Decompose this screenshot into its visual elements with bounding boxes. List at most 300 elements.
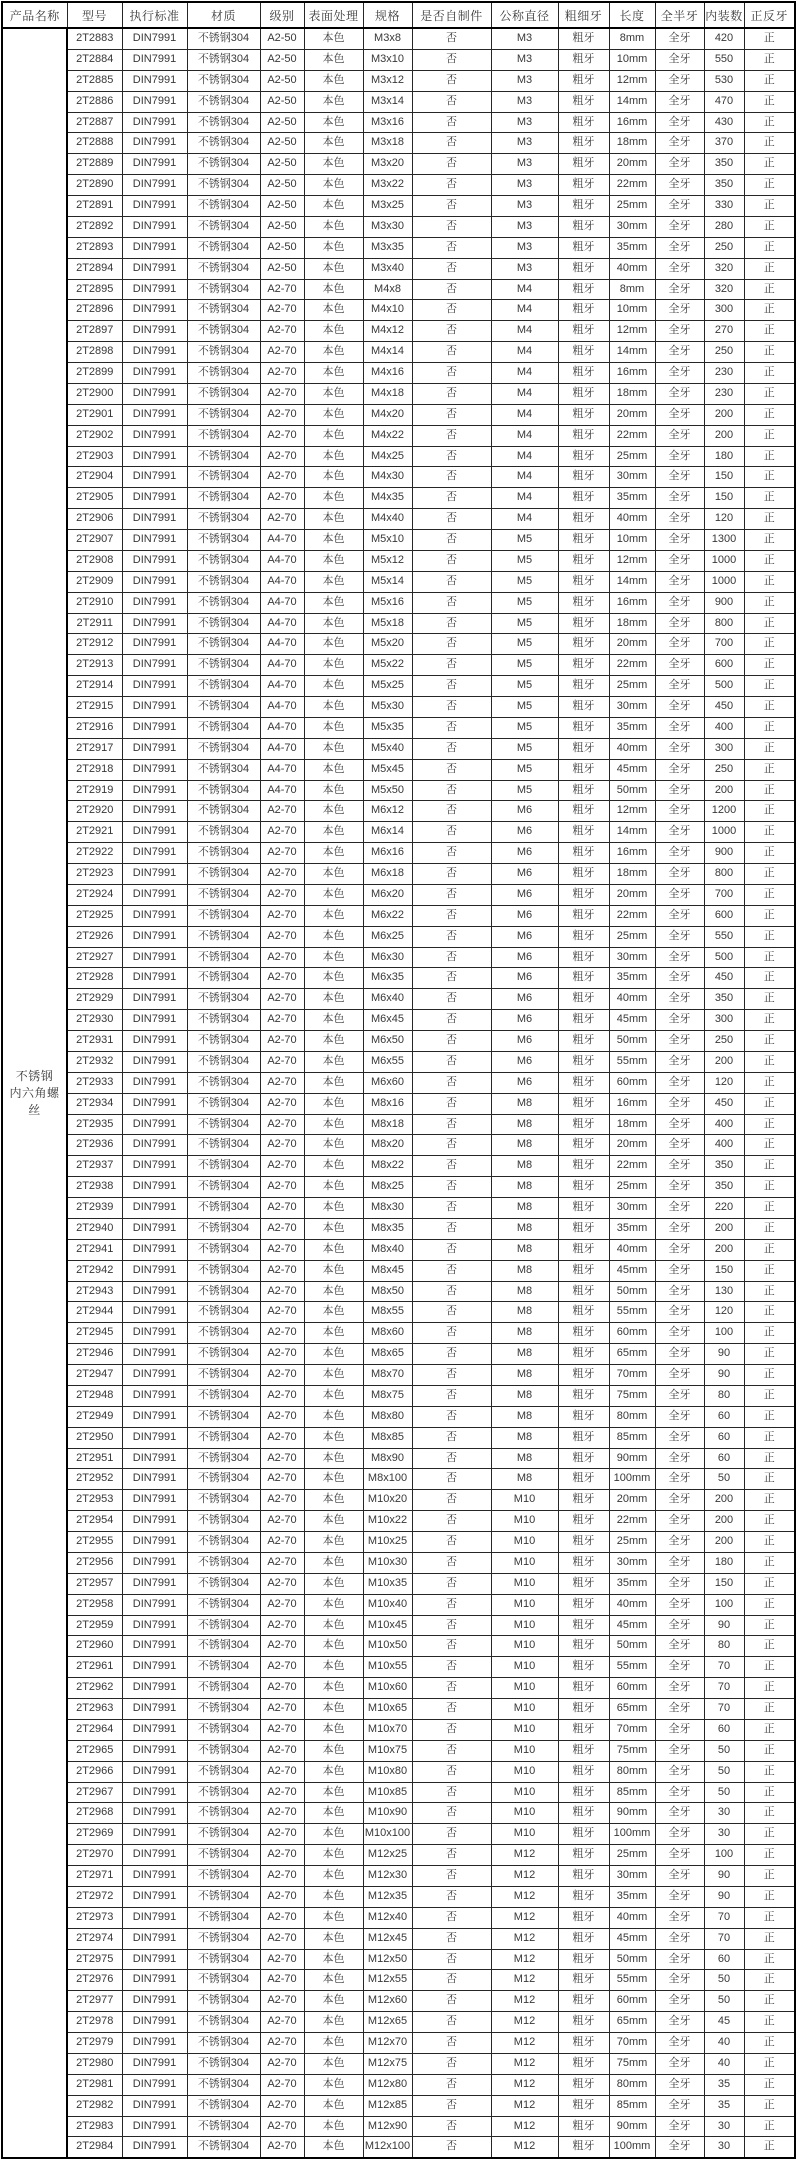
standard-cell: DIN7991 [122, 363, 187, 384]
table-row [2, 1072, 795, 1093]
nominal-diameter-cell: M3 [491, 49, 558, 70]
surface-cell: 本色 [304, 780, 363, 801]
thread-direction-cell: 正 [744, 1365, 795, 1386]
self-made-cell: 否 [412, 1991, 491, 2012]
column-header-3: 材质 [187, 2, 260, 28]
table-row [2, 968, 795, 989]
thread-form-cell: 全牙 [655, 2137, 704, 2158]
thread-pitch-cell: 粗牙 [558, 216, 609, 237]
length-cell: 16mm [609, 1093, 655, 1114]
table-row [2, 884, 795, 905]
pack-qty-cell: 320 [704, 279, 744, 300]
thread-direction-cell: 正 [744, 1719, 795, 1740]
length-cell: 85mm [609, 2095, 655, 2116]
grade-cell: A2-70 [260, 1323, 304, 1344]
pack-qty-cell: 220 [704, 1198, 744, 1219]
length-cell: 50mm [609, 1949, 655, 1970]
thread-pitch-cell: 粗牙 [558, 1573, 609, 1594]
standard-cell: DIN7991 [122, 1594, 187, 1615]
nominal-diameter-cell: M6 [491, 926, 558, 947]
thread-direction-cell: 正 [744, 237, 795, 258]
self-made-cell: 否 [412, 383, 491, 404]
surface-cell: 本色 [304, 1824, 363, 1845]
table-row [2, 175, 795, 196]
self-made-cell: 否 [412, 1740, 491, 1761]
nominal-diameter-cell: M6 [491, 947, 558, 968]
model-cell: 2T2937 [67, 1156, 122, 1177]
material-cell: 不锈钢304 [187, 28, 260, 49]
thread-form-cell: 全牙 [655, 1678, 704, 1699]
thread-pitch-cell: 粗牙 [558, 1010, 609, 1031]
standard-cell: DIN7991 [122, 634, 187, 655]
table-row [2, 2095, 795, 2116]
nominal-diameter-cell: M8 [491, 1448, 558, 1469]
thread-form-cell: 全牙 [655, 321, 704, 342]
material-cell: 不锈钢304 [187, 2012, 260, 2033]
pack-qty-cell: 420 [704, 28, 744, 49]
pack-qty-cell: 50 [704, 1740, 744, 1761]
thread-direction-cell: 正 [744, 1406, 795, 1427]
pack-qty-cell: 70 [704, 1907, 744, 1928]
pack-qty-cell: 70 [704, 1678, 744, 1699]
model-cell: 2T2918 [67, 759, 122, 780]
pack-qty-cell: 200 [704, 1051, 744, 1072]
spec-cell: M10x45 [363, 1615, 412, 1636]
nominal-diameter-cell: M5 [491, 571, 558, 592]
spec-cell: M10x85 [363, 1782, 412, 1803]
spec-cell: M4x25 [363, 446, 412, 467]
table-row [2, 717, 795, 738]
spec-cell: M3x25 [363, 196, 412, 217]
length-cell: 30mm [609, 1866, 655, 1887]
material-cell: 不锈钢304 [187, 801, 260, 822]
surface-cell: 本色 [304, 989, 363, 1010]
thread-direction-cell: 正 [744, 1323, 795, 1344]
table-row [2, 1051, 795, 1072]
self-made-cell: 否 [412, 216, 491, 237]
column-header-11: 全半牙 [655, 2, 704, 28]
spec-cell: M12x80 [363, 2074, 412, 2095]
thread-form-cell: 全牙 [655, 216, 704, 237]
surface-cell: 本色 [304, 571, 363, 592]
nominal-diameter-cell: M10 [491, 1761, 558, 1782]
thread-pitch-cell: 粗牙 [558, 1198, 609, 1219]
thread-form-cell: 全牙 [655, 133, 704, 154]
model-cell: 2T2961 [67, 1657, 122, 1678]
thread-direction-cell: 正 [744, 1824, 795, 1845]
standard-cell: DIN7991 [122, 1928, 187, 1949]
length-cell: 10mm [609, 300, 655, 321]
model-cell: 2T2973 [67, 1907, 122, 1928]
pack-qty-cell: 150 [704, 488, 744, 509]
thread-pitch-cell: 粗牙 [558, 300, 609, 321]
standard-cell: DIN7991 [122, 655, 187, 676]
standard-cell: DIN7991 [122, 801, 187, 822]
nominal-diameter-cell: M5 [491, 780, 558, 801]
material-cell: 不锈钢304 [187, 1657, 260, 1678]
surface-cell: 本色 [304, 1761, 363, 1782]
material-cell: 不锈钢304 [187, 1093, 260, 1114]
spec-cell: M8x70 [363, 1365, 412, 1386]
spec-cell: M6x22 [363, 905, 412, 926]
grade-cell: A2-70 [260, 1427, 304, 1448]
spec-cell: M10x25 [363, 1532, 412, 1553]
material-cell: 不锈钢304 [187, 2074, 260, 2095]
model-cell: 2T2900 [67, 383, 122, 404]
self-made-cell: 否 [412, 1198, 491, 1219]
standard-cell: DIN7991 [122, 49, 187, 70]
thread-form-cell: 全牙 [655, 488, 704, 509]
standard-cell: DIN7991 [122, 1782, 187, 1803]
pack-qty-cell: 120 [704, 1072, 744, 1093]
surface-cell: 本色 [304, 2116, 363, 2137]
length-cell: 65mm [609, 2012, 655, 2033]
length-cell: 90mm [609, 1803, 655, 1824]
grade-cell: A2-70 [260, 300, 304, 321]
nominal-diameter-cell: M4 [491, 363, 558, 384]
nominal-diameter-cell: M6 [491, 1031, 558, 1052]
standard-cell: DIN7991 [122, 1323, 187, 1344]
thread-direction-cell: 正 [744, 279, 795, 300]
thread-pitch-cell: 粗牙 [558, 1719, 609, 1740]
length-cell: 25mm [609, 1177, 655, 1198]
spec-cell: M10x75 [363, 1740, 412, 1761]
thread-direction-cell: 正 [744, 1928, 795, 1949]
standard-cell: DIN7991 [122, 196, 187, 217]
length-cell: 80mm [609, 1406, 655, 1427]
pack-qty-cell: 1000 [704, 550, 744, 571]
thread-form-cell: 全牙 [655, 801, 704, 822]
nominal-diameter-cell: M4 [491, 342, 558, 363]
spec-cell: M10x100 [363, 1824, 412, 1845]
self-made-cell: 否 [412, 1573, 491, 1594]
spec-cell: M3x18 [363, 133, 412, 154]
spec-cell: M10x40 [363, 1594, 412, 1615]
thread-direction-cell: 正 [744, 1281, 795, 1302]
nominal-diameter-cell: M8 [491, 1093, 558, 1114]
length-cell: 20mm [609, 1135, 655, 1156]
length-cell: 22mm [609, 655, 655, 676]
grade-cell: A2-70 [260, 1198, 304, 1219]
nominal-diameter-cell: M6 [491, 801, 558, 822]
length-cell: 75mm [609, 1740, 655, 1761]
material-cell: 不锈钢304 [187, 1740, 260, 1761]
thread-pitch-cell: 粗牙 [558, 1323, 609, 1344]
model-cell: 2T2915 [67, 697, 122, 718]
thread-direction-cell: 正 [744, 1552, 795, 1573]
pack-qty-cell: 450 [704, 697, 744, 718]
length-cell: 65mm [609, 1699, 655, 1720]
self-made-cell: 否 [412, 1072, 491, 1093]
length-cell: 35mm [609, 1218, 655, 1239]
table-row [2, 1385, 795, 1406]
standard-cell: DIN7991 [122, 1636, 187, 1657]
grade-cell: A4-70 [260, 676, 304, 697]
standard-cell: DIN7991 [122, 1511, 187, 1532]
material-cell: 不锈钢304 [187, 383, 260, 404]
surface-cell: 本色 [304, 1323, 363, 1344]
grade-cell: A2-50 [260, 70, 304, 91]
model-cell: 2T2891 [67, 196, 122, 217]
standard-cell: DIN7991 [122, 843, 187, 864]
thread-direction-cell: 正 [744, 2095, 795, 2116]
standard-cell: DIN7991 [122, 237, 187, 258]
spec-cell: M6x40 [363, 989, 412, 1010]
self-made-cell: 否 [412, 300, 491, 321]
nominal-diameter-cell: M4 [491, 404, 558, 425]
model-cell: 2T2905 [67, 488, 122, 509]
table-row [2, 91, 795, 112]
nominal-diameter-cell: M12 [491, 1928, 558, 1949]
pack-qty-cell: 50 [704, 1991, 744, 2012]
self-made-cell: 否 [412, 1657, 491, 1678]
thread-form-cell: 全牙 [655, 989, 704, 1010]
standard-cell: DIN7991 [122, 1156, 187, 1177]
model-cell: 2T2906 [67, 509, 122, 530]
material-cell: 不锈钢304 [187, 1615, 260, 1636]
thread-form-cell: 全牙 [655, 1072, 704, 1093]
surface-cell: 本色 [304, 1260, 363, 1281]
material-cell: 不锈钢304 [187, 1970, 260, 1991]
nominal-diameter-cell: M6 [491, 864, 558, 885]
pack-qty-cell: 900 [704, 843, 744, 864]
thread-pitch-cell: 粗牙 [558, 1365, 609, 1386]
table-row [2, 425, 795, 446]
thread-pitch-cell: 粗牙 [558, 237, 609, 258]
pack-qty-cell: 60 [704, 1949, 744, 1970]
nominal-diameter-cell: M6 [491, 968, 558, 989]
thread-form-cell: 全牙 [655, 509, 704, 530]
nominal-diameter-cell: M3 [491, 154, 558, 175]
column-header-9: 粗细牙 [558, 2, 609, 28]
thread-form-cell: 全牙 [655, 697, 704, 718]
standard-cell: DIN7991 [122, 1740, 187, 1761]
table-row [2, 258, 795, 279]
spec-cell: M12x55 [363, 1970, 412, 1991]
table-header-row [2, 2, 795, 28]
thread-pitch-cell: 粗牙 [558, 530, 609, 551]
model-cell: 2T2958 [67, 1594, 122, 1615]
thread-direction-cell: 正 [744, 1490, 795, 1511]
length-cell: 18mm [609, 1114, 655, 1135]
surface-cell: 本色 [304, 112, 363, 133]
thread-direction-cell: 正 [744, 1177, 795, 1198]
surface-cell: 本色 [304, 509, 363, 530]
pack-qty-cell: 350 [704, 175, 744, 196]
model-cell: 2T2941 [67, 1239, 122, 1260]
self-made-cell: 否 [412, 550, 491, 571]
thread-form-cell: 全牙 [655, 1239, 704, 1260]
pack-qty-cell: 430 [704, 112, 744, 133]
standard-cell: DIN7991 [122, 2033, 187, 2054]
thread-form-cell: 全牙 [655, 1114, 704, 1135]
self-made-cell: 否 [412, 1031, 491, 1052]
length-cell: 45mm [609, 1260, 655, 1281]
length-cell: 70mm [609, 1365, 655, 1386]
spec-cell: M8x90 [363, 1448, 412, 1469]
self-made-cell: 否 [412, 1051, 491, 1072]
pack-qty-cell: 60 [704, 1406, 744, 1427]
standard-cell: DIN7991 [122, 2053, 187, 2074]
standard-cell: DIN7991 [122, 1657, 187, 1678]
self-made-cell: 否 [412, 905, 491, 926]
model-cell: 2T2957 [67, 1573, 122, 1594]
model-cell: 2T2904 [67, 467, 122, 488]
thread-pitch-cell: 粗牙 [558, 1552, 609, 1573]
pack-qty-cell: 50 [704, 1469, 744, 1490]
self-made-cell: 否 [412, 1093, 491, 1114]
thread-form-cell: 全牙 [655, 49, 704, 70]
grade-cell: A2-70 [260, 1093, 304, 1114]
standard-cell: DIN7991 [122, 154, 187, 175]
thread-direction-cell: 正 [744, 1803, 795, 1824]
length-cell: 100mm [609, 1824, 655, 1845]
nominal-diameter-cell: M8 [491, 1302, 558, 1323]
material-cell: 不锈钢304 [187, 1218, 260, 1239]
nominal-diameter-cell: M12 [491, 2137, 558, 2158]
self-made-cell: 否 [412, 947, 491, 968]
pack-qty-cell: 70 [704, 1657, 744, 1678]
thread-direction-cell: 正 [744, 321, 795, 342]
spec-cell: M8x55 [363, 1302, 412, 1323]
grade-cell: A2-70 [260, 1719, 304, 1740]
nominal-diameter-cell: M3 [491, 70, 558, 91]
surface-cell: 本色 [304, 947, 363, 968]
spec-cell: M5x30 [363, 697, 412, 718]
length-cell: 30mm [609, 947, 655, 968]
spec-cell: M10x30 [363, 1552, 412, 1573]
thread-pitch-cell: 粗牙 [558, 697, 609, 718]
thread-pitch-cell: 粗牙 [558, 864, 609, 885]
thread-form-cell: 全牙 [655, 1573, 704, 1594]
standard-cell: DIN7991 [122, 1469, 187, 1490]
nominal-diameter-cell: M8 [491, 1135, 558, 1156]
length-cell: 18mm [609, 383, 655, 404]
material-cell: 不锈钢304 [187, 1198, 260, 1219]
thread-pitch-cell: 粗牙 [558, 488, 609, 509]
material-cell: 不锈钢304 [187, 112, 260, 133]
spec-cell: M4x12 [363, 321, 412, 342]
standard-cell: DIN7991 [122, 2095, 187, 2116]
self-made-cell: 否 [412, 1907, 491, 1928]
material-cell: 不锈钢304 [187, 1594, 260, 1615]
material-cell: 不锈钢304 [187, 1156, 260, 1177]
grade-cell: A4-70 [260, 571, 304, 592]
length-cell: 35mm [609, 488, 655, 509]
pack-qty-cell: 500 [704, 947, 744, 968]
material-cell: 不锈钢304 [187, 1803, 260, 1824]
table-row [2, 1636, 795, 1657]
thread-pitch-cell: 粗牙 [558, 2095, 609, 2116]
material-cell: 不锈钢304 [187, 1886, 260, 1907]
spec-cell: M12x30 [363, 1866, 412, 1887]
thread-pitch-cell: 粗牙 [558, 1657, 609, 1678]
thread-pitch-cell: 粗牙 [558, 1051, 609, 1072]
table-row [2, 321, 795, 342]
material-cell: 不锈钢304 [187, 1845, 260, 1866]
material-cell: 不锈钢304 [187, 1699, 260, 1720]
surface-cell: 本色 [304, 1740, 363, 1761]
self-made-cell: 否 [412, 1156, 491, 1177]
material-cell: 不锈钢304 [187, 1907, 260, 1928]
thread-form-cell: 全牙 [655, 1302, 704, 1323]
pack-qty-cell: 900 [704, 592, 744, 613]
self-made-cell: 否 [412, 1344, 491, 1365]
surface-cell: 本色 [304, 864, 363, 885]
thread-pitch-cell: 粗牙 [558, 1072, 609, 1093]
model-cell: 2T2969 [67, 1824, 122, 1845]
thread-form-cell: 全牙 [655, 1344, 704, 1365]
model-cell: 2T2956 [67, 1552, 122, 1573]
self-made-cell: 否 [412, 425, 491, 446]
material-cell: 不锈钢304 [187, 2033, 260, 2054]
self-made-cell: 否 [412, 1114, 491, 1135]
thread-direction-cell: 正 [744, 1991, 795, 2012]
pack-qty-cell: 200 [704, 1239, 744, 1260]
spec-cell: M12x25 [363, 1845, 412, 1866]
thread-direction-cell: 正 [744, 1573, 795, 1594]
self-made-cell: 否 [412, 258, 491, 279]
nominal-diameter-cell: M5 [491, 759, 558, 780]
length-cell: 30mm [609, 467, 655, 488]
thread-form-cell: 全牙 [655, 1490, 704, 1511]
spec-cell: M12x65 [363, 2012, 412, 2033]
material-cell: 不锈钢304 [187, 1365, 260, 1386]
spec-cell: M4x22 [363, 425, 412, 446]
thread-direction-cell: 正 [744, 1114, 795, 1135]
thread-form-cell: 全牙 [655, 884, 704, 905]
thread-pitch-cell: 粗牙 [558, 571, 609, 592]
model-cell: 2T2946 [67, 1344, 122, 1365]
length-cell: 50mm [609, 1031, 655, 1052]
table-row [2, 1782, 795, 1803]
grade-cell: A2-70 [260, 822, 304, 843]
thread-direction-cell: 正 [744, 1761, 795, 1782]
grade-cell: A2-70 [260, 1281, 304, 1302]
grade-cell: A2-70 [260, 1177, 304, 1198]
material-cell: 不锈钢304 [187, 571, 260, 592]
table-row [2, 1845, 795, 1866]
length-cell: 40mm [609, 509, 655, 530]
thread-pitch-cell: 粗牙 [558, 1156, 609, 1177]
self-made-cell: 否 [412, 70, 491, 91]
length-cell: 100mm [609, 1469, 655, 1490]
standard-cell: DIN7991 [122, 1031, 187, 1052]
length-cell: 70mm [609, 1719, 655, 1740]
table-row [2, 28, 795, 49]
spec-cell: M12x45 [363, 1928, 412, 1949]
standard-cell: DIN7991 [122, 1886, 187, 1907]
surface-cell: 本色 [304, 613, 363, 634]
pack-qty-cell: 90 [704, 1615, 744, 1636]
model-cell: 2T2892 [67, 216, 122, 237]
thread-form-cell: 全牙 [655, 738, 704, 759]
self-made-cell: 否 [412, 571, 491, 592]
pack-qty-cell: 90 [704, 1344, 744, 1365]
grade-cell: A2-70 [260, 1051, 304, 1072]
standard-cell: DIN7991 [122, 1490, 187, 1511]
grade-cell: A2-70 [260, 1949, 304, 1970]
thread-form-cell: 全牙 [655, 1511, 704, 1532]
surface-cell: 本色 [304, 738, 363, 759]
self-made-cell: 否 [412, 864, 491, 885]
material-cell: 不锈钢304 [187, 738, 260, 759]
table-row [2, 363, 795, 384]
thread-direction-cell: 正 [744, 1594, 795, 1615]
model-cell: 2T2967 [67, 1782, 122, 1803]
material-cell: 不锈钢304 [187, 1928, 260, 1949]
length-cell: 45mm [609, 1010, 655, 1031]
